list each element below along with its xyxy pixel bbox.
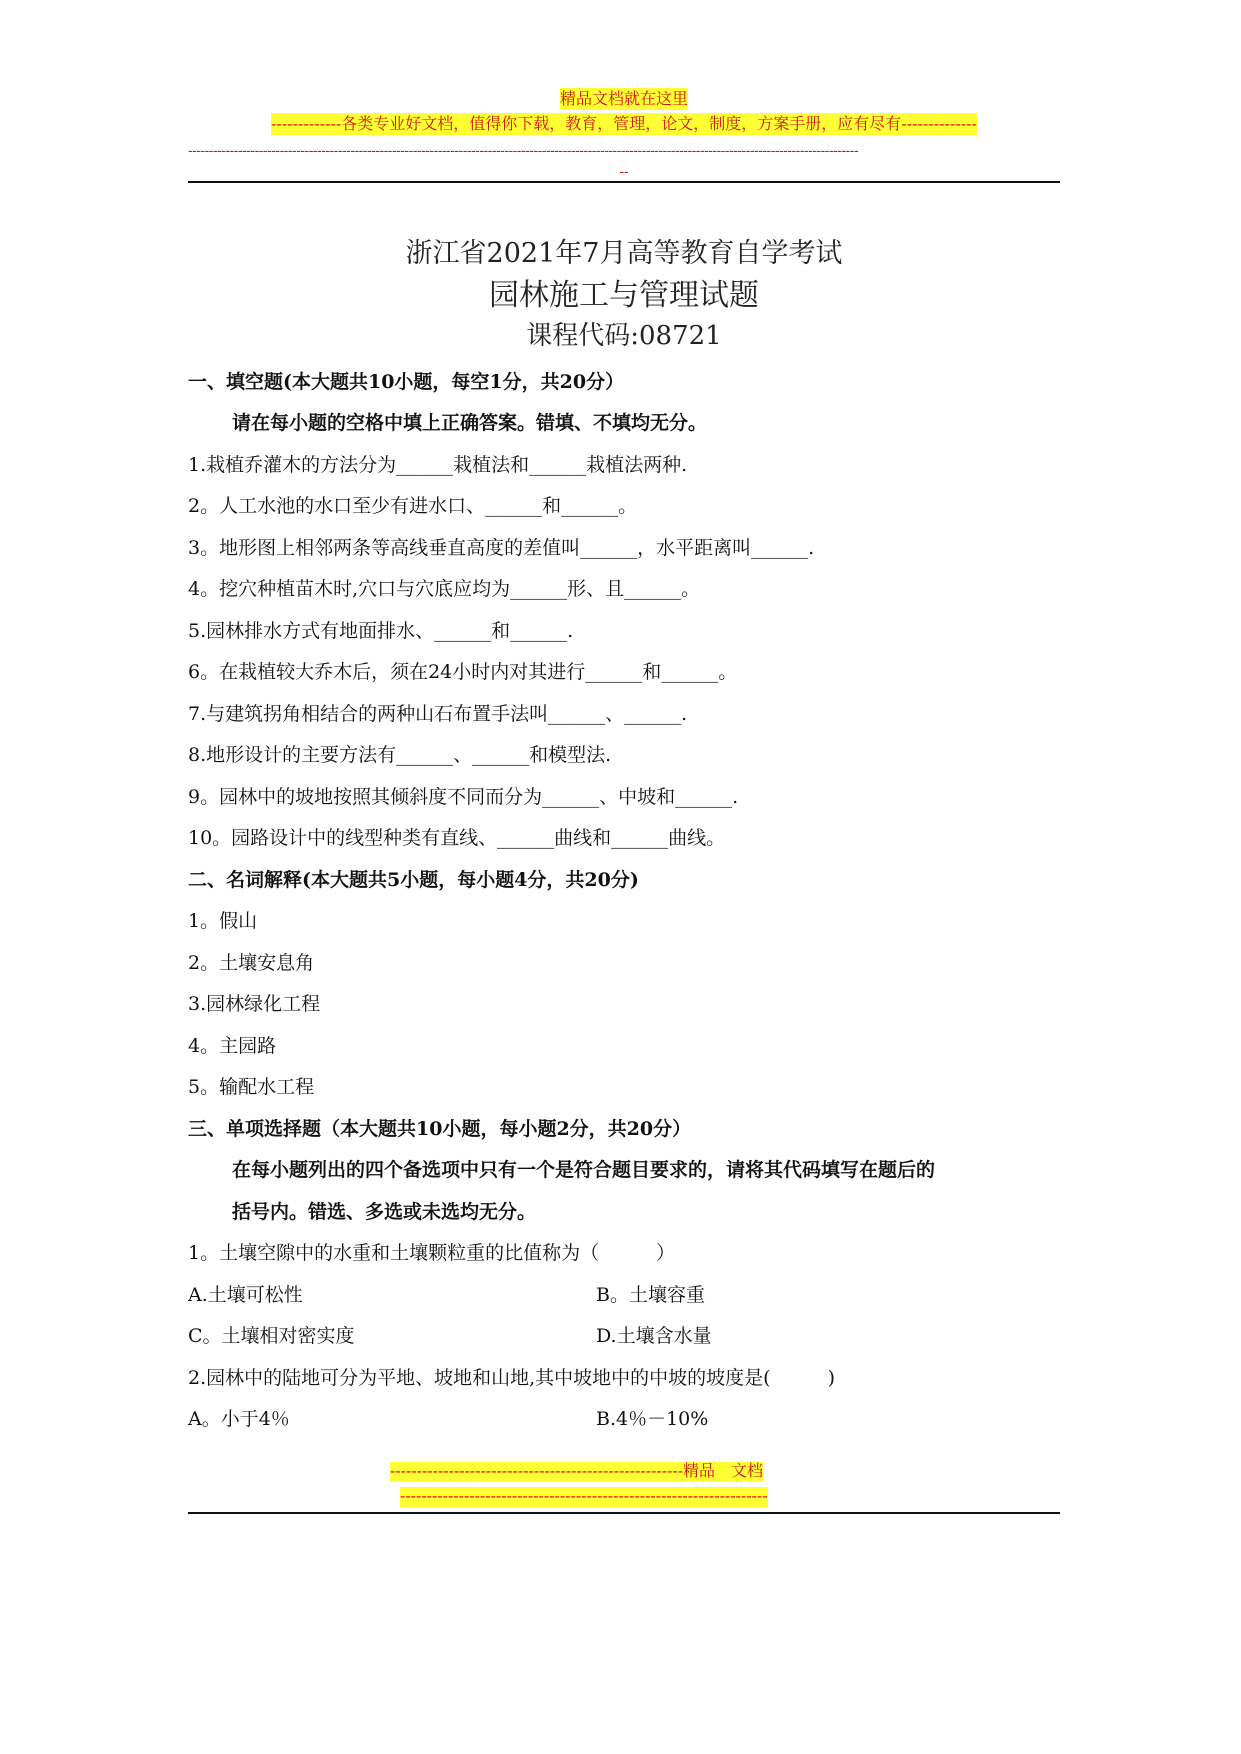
fill-question: 6。在栽植较大乔木后，须在24小时内对其进行______和______。 (188, 661, 738, 683)
course-code: 课程代码:08721 (526, 321, 722, 351)
fill-question: 10。园路设计中的线型种类有直线、______曲线和______曲线。 (188, 827, 726, 849)
footer-dash-row (400, 1486, 768, 1507)
fill-question: 2。人工水池的水口至少有进水口、______和______。 (188, 495, 638, 517)
section2-heading: 二、名词解释(本大题共5小题，每小题4分，共20分) (188, 869, 639, 891)
choice-option-d: D.土壤含水量 (596, 1325, 712, 1347)
fill-question: 3。地形图上相邻两条等高线垂直高度的差值叫______，水平距离叫______. (188, 537, 815, 559)
choice-option-b: B.4％－10% (596, 1408, 709, 1430)
fill-question: 7.与建筑拐角相结合的两种山石布置手法叫______、______. (188, 703, 688, 725)
section3-instruction-line2: 括号内。错选、多选或未选均无分。 (232, 1201, 537, 1223)
header-title: 精品文档就在这里 (559, 89, 688, 108)
subject-title: 园林施工与管理试题 (489, 278, 759, 313)
choice-option-c: C。土壤相对密实度 (188, 1325, 355, 1347)
choice-option-b: B。土壤容重 (596, 1284, 705, 1306)
footer-dash-line: --------------------------------------------------------------------- (400, 1488, 768, 1505)
term-question: 4。主园路 (188, 1035, 277, 1057)
term-question: 1。假山 (188, 910, 258, 932)
header-slogan: -------------各类专业好文档，值得你下载，教育，管理，论文，制度，方案手册，应有尽有-------------- (271, 114, 977, 133)
fill-question: 5.园林排水方式有地面排水、______和______. (188, 620, 574, 642)
header-divider (188, 181, 1060, 183)
footer-divider (188, 1512, 1060, 1514)
exam-title: 浙江省2021年7月高等教育自学考试 (405, 238, 843, 269)
fill-question: 1.栽植乔灌木的方法分为______栽植法和______栽植法两种. (188, 454, 688, 476)
section3-instruction-line1: 在每小题列出的四个备选项中只有一个是符合题目要求的，请将其代码填写在题后的 (232, 1159, 936, 1181)
fill-question: 8.地形设计的主要方法有______、______和模型法. (188, 744, 612, 766)
header-dash-tail: -- (619, 163, 629, 179)
header-slogan-row (188, 113, 1060, 135)
section1-heading: 一、填空题(本大题共10小题，每空1分，共20分） (188, 371, 625, 393)
choice-option-a: A。小于4％ (188, 1408, 290, 1430)
fill-question: 9。园林中的坡地按照其倾斜度不同而分为______、中坡和______. (188, 786, 739, 808)
term-question: 5。输配水工程 (188, 1076, 315, 1098)
term-question: 2。土壤安息角 (188, 952, 315, 974)
fill-question: 4。挖穴种植苗木时,穴口与穴底应均为______形、且______。 (188, 578, 701, 600)
section1-instruction: 请在每小题的空格中填上正确答案。错填、不填均无分。 (232, 412, 708, 434)
choice-option-a: A.土壤可松性 (188, 1284, 303, 1306)
section3-heading: 三、单项选择题（本大题共10小题，每小题2分，共20分） (188, 1118, 692, 1140)
header-dash-line: ----------------------------------------------------------------------------------------------------------------------------------------------------------------- (188, 142, 859, 158)
header-banner (188, 88, 1060, 110)
term-question: 3.园林绿化工程 (188, 993, 321, 1015)
footer-banner (390, 1461, 763, 1482)
choice-question-stem: 1。土壤空隙中的水重和土壤颗粒重的比值称为（ ） (188, 1242, 676, 1264)
footer-label: -------------------------------------------------------精品 文档 (390, 1463, 764, 1480)
choice-question-stem: 2.园林中的陆地可分为平地、坡地和山地,其中坡地中的中坡的坡度是( ) (188, 1367, 835, 1389)
